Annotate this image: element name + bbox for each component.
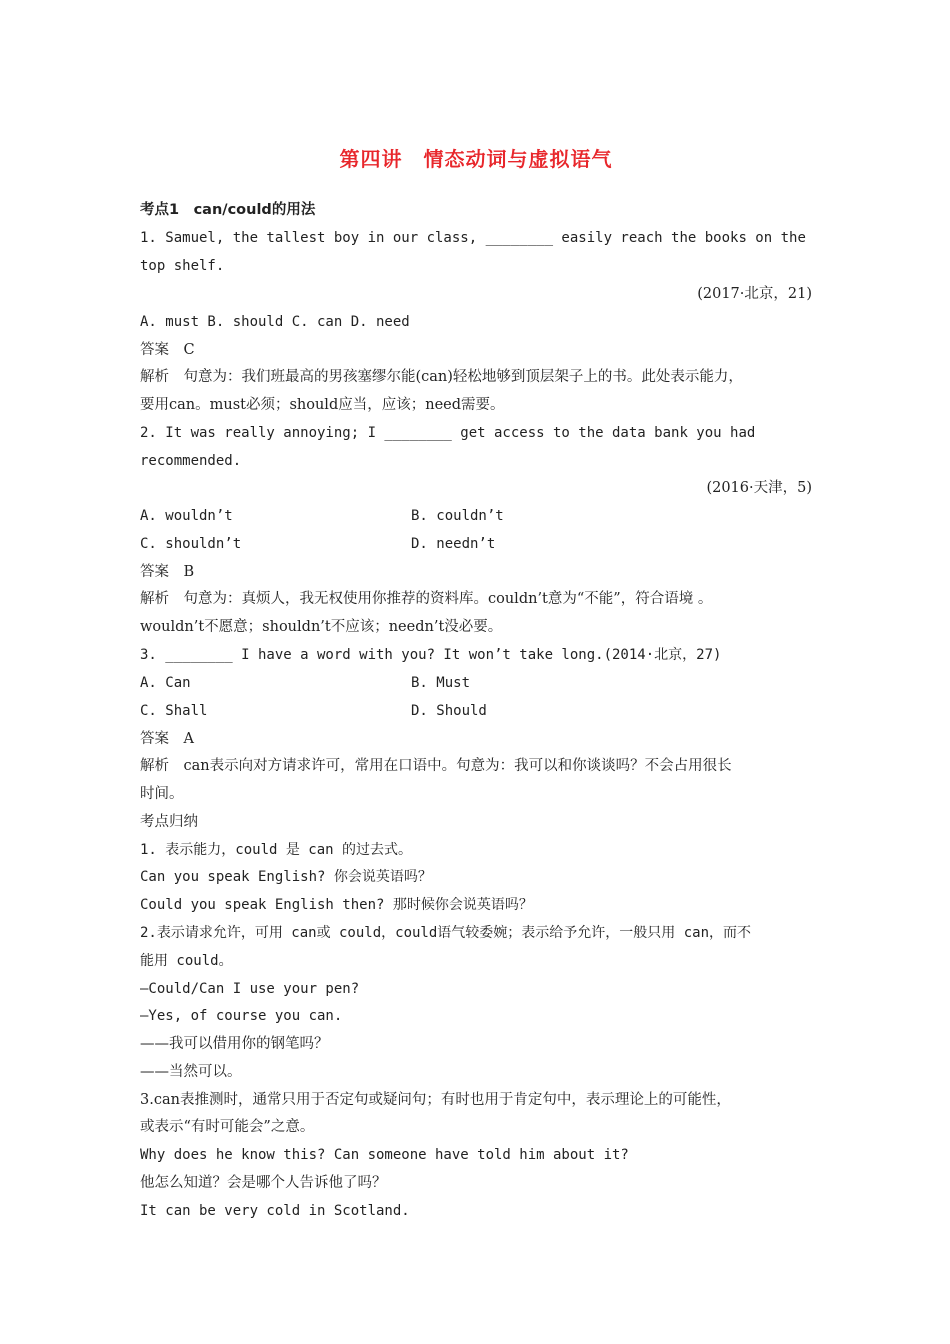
q1-options: A. must B. should C. can D. need bbox=[140, 314, 410, 330]
summary-point3-line2: 或表示“有时可能会”之意。 bbox=[140, 1119, 315, 1135]
q1-analysis-line1: 解析 句意为：我们班最高的男孩塞缪尔能(can)轻松地够到顶层架子上的书。此处表示能力， bbox=[140, 369, 743, 385]
summary-point2-example1: —Could/Can I use your pen? bbox=[140, 981, 360, 997]
summary-point3-example3: It can be very cold in Scotland. bbox=[140, 1203, 410, 1219]
q1-stem-line1: 1. Samuel, the tallest boy in our class, ________ easily reach the books on the bbox=[140, 230, 806, 246]
summary-point2-example3: ——我可以借用你的钢笔吗？ bbox=[140, 1036, 329, 1052]
q2-stem-line2: recommended. bbox=[140, 453, 242, 469]
q2-options-row1 bbox=[140, 506, 812, 526]
page-title: 第四讲 情态动词与虚拟语气 bbox=[339, 147, 613, 171]
summary-heading: 考点归纳 bbox=[140, 814, 198, 830]
q3-options-row1 bbox=[140, 673, 812, 693]
q2-stem-line1: 2. It was really annoying; I ________ get access to the data bank you had bbox=[140, 425, 756, 441]
q2-analysis-line2: wouldn’t不愿意；shouldn’t不应该；needn’t没必要。 bbox=[140, 619, 503, 635]
q3-option-c: C. Shall bbox=[140, 703, 208, 719]
summary-point2-example2: —Yes, of course you can. bbox=[140, 1008, 343, 1024]
q3-analysis-line2: 时间。 bbox=[140, 786, 184, 802]
summary-point2-line2: 能用 could。 bbox=[140, 953, 233, 969]
summary-point2-example4: ——当然可以。 bbox=[140, 1064, 242, 1080]
q2-analysis-line1: 解析 句意为：真烦人，我无权使用你推荐的资料库。couldn’t意为“不能”，符合语境 。 bbox=[140, 591, 713, 607]
summary-point2-line1: 2.表示请求允许，可用 can或 could，could语气较委婉；表示给予允许，一般只用 can，而不 bbox=[140, 925, 752, 941]
q2-option-d: D. needn’t bbox=[411, 536, 496, 552]
q3-analysis-line1: 解析 can表示向对方请求许可，常用在口语中。句意为：我可以和你谈谈吗？不会占用很长 bbox=[140, 758, 732, 774]
q2-options-row2 bbox=[140, 534, 812, 554]
q2-answer: 答案 B bbox=[140, 564, 195, 580]
summary-point1-example2: Could you speak English then? 那时候你会说英语吗？ bbox=[140, 897, 533, 913]
section-heading: 考点1 can/could的用法 bbox=[140, 202, 316, 218]
q1-source: (2017·北京，21) bbox=[697, 286, 812, 302]
summary-point3-example2: 他怎么知道？会是哪个人告诉他了吗？ bbox=[140, 1175, 387, 1191]
q1-stem-line2: top shelf. bbox=[140, 258, 225, 274]
q3-options-row2 bbox=[140, 701, 812, 721]
q3-option-d: D. Should bbox=[411, 703, 487, 719]
q1-analysis-line2: 要用can。must必须；should应当，应该；need需要。 bbox=[140, 397, 505, 413]
q2-option-b: B. couldn’t bbox=[411, 508, 504, 524]
summary-point3-example1: Why does he know this? Can someone have told him about it? bbox=[140, 1147, 629, 1163]
summary-point1: 1. 表示能力，could 是 can 的过去式。 bbox=[140, 842, 413, 858]
q2-option-a: A. wouldn’t bbox=[140, 508, 233, 524]
q3-option-a: A. Can bbox=[140, 675, 191, 691]
q1-answer: 答案 C bbox=[140, 342, 195, 358]
q3-option-b: B. Must bbox=[411, 675, 471, 691]
summary-point1-example1: Can you speak English? 你会说英语吗？ bbox=[140, 869, 432, 885]
summary-point3-line1: 3.can表推测时，通常只用于否定句或疑问句；有时也用于肯定句中，表示理论上的可能性， bbox=[140, 1092, 731, 1108]
q3-answer: 答案 A bbox=[140, 731, 194, 747]
q3-stem: 3. ________ I have a word with you? It won’t take long.(2014·北京，27) bbox=[140, 647, 722, 663]
q2-option-c: C. shouldn’t bbox=[140, 536, 242, 552]
q2-source: (2016·天津，5) bbox=[706, 480, 812, 496]
